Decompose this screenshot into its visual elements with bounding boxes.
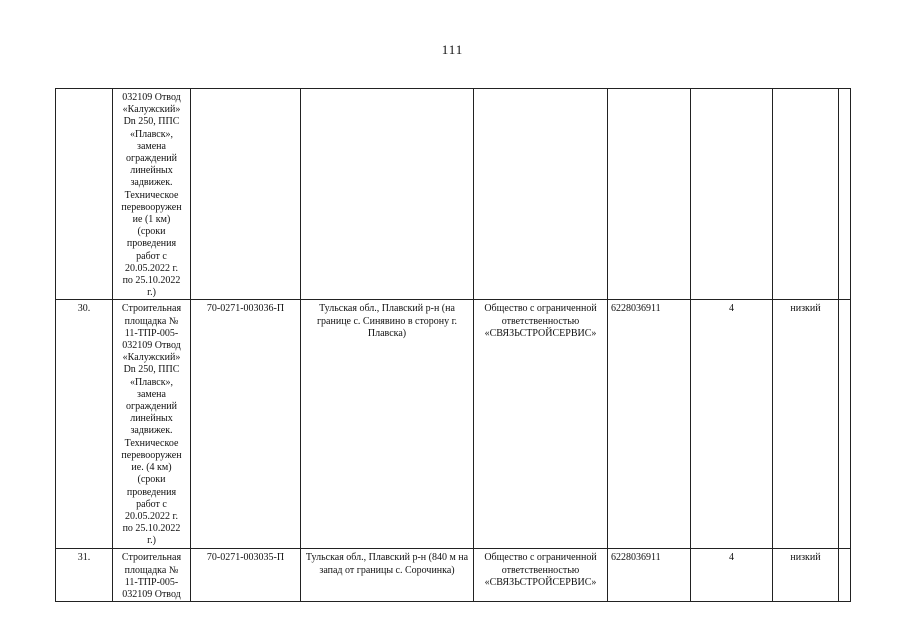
object-name-line: ие. (4 км) [131,462,172,474]
object-name-line: Dn 250, ППС [123,116,180,128]
inn-cell: 6228036911 [608,549,691,602]
object-name-line: 20.05.2022 г. [125,510,178,522]
row-number-cell: 30. [56,300,113,549]
object-name-line: линейных [130,165,173,177]
object-name-line: проведения [126,486,177,498]
organization-cell: Общество с ограниченной ответственностью «СВЯЗЬСТРОЙСЕРВИС» [474,300,608,549]
object-name-line: линейных [130,413,173,425]
page-number: 111 [441,42,464,57]
registry-table [55,88,851,602]
object-code-cell: 70-0271-003036-П [191,300,301,549]
object-name-line: «Калужский» [122,104,181,116]
object-name-line: Техническое [124,437,179,449]
object-name-line: по 25.10.2022 [122,523,181,535]
object-name-line: 11-ТПР-005- [124,576,179,588]
object-code-cell [191,89,301,300]
object-name-line: «Плавск», [129,376,174,388]
empty-cell [839,300,851,549]
object-name-line: г.) [147,287,156,299]
inn-cell: 6228036911 [608,300,691,549]
object-name-line: площадка № [124,315,179,327]
object-name-line: работ с [136,250,167,262]
object-name-line: замена [137,388,166,400]
inn-cell [608,89,691,300]
risk-cell: низкий [773,300,839,549]
row-number-cell [56,89,113,300]
object-name-cell [113,300,191,549]
object-name-line: (сроки [137,226,166,238]
object-name-line: «Плавск», [129,128,174,140]
object-name-line: перевооружен [121,449,182,461]
object-name-line: задвижек. [130,425,173,437]
object-name-line: Строительная [121,552,182,564]
category-cell [691,89,773,300]
object-name-line: ограждений [125,153,178,165]
table-row [56,89,851,300]
object-name-line: 032109 Отвод [122,340,181,352]
object-name-line: площадка № [124,564,179,576]
empty-cell [839,89,851,300]
empty-cell [839,549,851,602]
row-number-cell: 31. [56,549,113,602]
object-name-line: ограждений [125,401,178,413]
object-name-line: работ с [136,498,167,510]
object-name-line: перевооружен [121,201,182,213]
object-name-line: 20.05.2022 г. [125,262,178,274]
object-name-line: г.) [147,535,156,547]
category-cell: 4 [691,300,773,549]
table-row [56,549,851,602]
risk-cell: низкий [773,549,839,602]
object-name-cell [113,549,191,602]
object-name-line: «Калужский» [122,352,181,364]
risk-cell [773,89,839,300]
address-cell: Тульская обл., Плавский р-н (840 м на запад от границы с. Сорочинка) [301,549,474,602]
object-name-line: Техническое [124,189,179,201]
object-name-line: Dn 250, ППС [123,364,180,376]
object-name-line: (сроки [137,474,166,486]
object-name-line: проведения [126,238,177,250]
address-cell [301,89,474,300]
category-cell: 4 [691,549,773,602]
object-name-line: Строительная [121,303,182,315]
object-name-line: ие (1 км) [132,214,171,226]
object-name-line: по 25.10.2022 [122,275,181,287]
object-name-line: замена [137,140,166,152]
organization-cell [474,89,608,300]
object-code-cell: 70-0271-003035-П [191,549,301,602]
object-name-line: 032109 Отвод [122,589,181,601]
organization-cell: Общество с ограниченной ответственностью «СВЯЗЬСТРОЙСЕРВИС» [474,549,608,602]
object-name-line: 11-ТПР-005- [124,327,179,339]
object-name-line: 032109 Отвод [122,92,181,103]
object-name-cell [113,89,191,300]
address-cell: Тульская обл., Плавский р-н (на границе с. Синявино в сторону г. Плавска) [301,300,474,549]
object-name-line: задвижек. [130,177,173,189]
table-row [56,300,851,549]
